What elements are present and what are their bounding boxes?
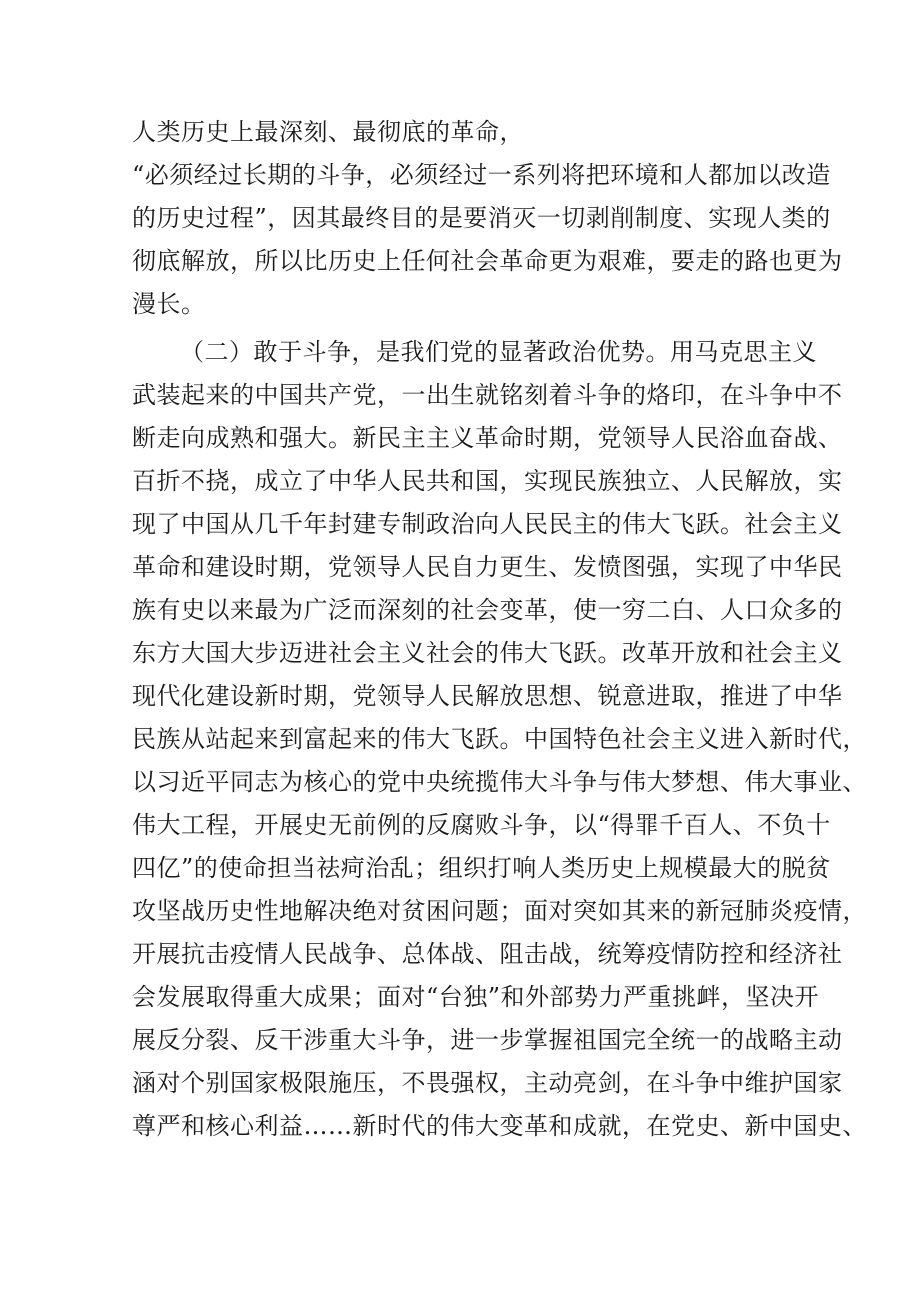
text-line-4: 彻底解放，所以比历史上任何社会革命更为艰难，要走的路也更为 — [132, 247, 843, 275]
text-line-16: 以习近平同志为核心的党中央统揽伟大斗争与伟大梦想、伟大事业、 — [132, 768, 867, 796]
text-line-14: 现代化建设新时期，党领导人民解放思想、锐意进取，推进了中华 — [132, 682, 843, 710]
text-line-10: 现了中国从几千年封建专制政治向人民民主的伟大飞跃。社会主义 — [132, 510, 843, 538]
text-line-20: 开展抗击疫情人民战争、总体战、阻击战，统筹疫情防控和经济社 — [132, 940, 843, 968]
text-line-21: 会发展取得重大成果；面对“台独”和外部势力严重挑衅，坚决开 — [132, 983, 820, 1011]
text-line-17: 伟大工程，开展史无前例的反腐败斗争，以“得罪千百人、不负十 — [132, 811, 831, 839]
text-line-18: 四亿”的使命担当祛疴治乱；组织打响人类历史上规模最大的脱贫 — [132, 854, 831, 882]
text-line-12: 族有史以来最为广泛而深刻的社会变革，使一穷二白、人口众多的 — [132, 596, 843, 624]
text-line-7: 武装起来的中国共产党，一出生就铭刻着斗争的烙印，在斗争中不 — [132, 381, 843, 409]
text-line-8: 断走向成熟和强大。新民主主义革命时期，党领导人民浴血奋战、 — [132, 424, 843, 452]
text-line-15: 民族从站起来到富起来的伟大飞跃。中国特色社会主义进入新时代， — [132, 725, 867, 753]
text-line-22: 展反分裂、反干涉重大斗争，进一步掌握祖国完全统一的战略主动 — [132, 1026, 843, 1054]
text-line-5: 漫长。 — [132, 290, 206, 318]
text-line-13: 东方大国大步迈进社会主义社会的伟大飞跃。改革开放和社会主义 — [132, 639, 843, 667]
text-line-24: 尊严和核心利益……新时代的伟大变革和成就，在党史、新中国史、 — [132, 1112, 867, 1140]
text-line-19: 攻坚战历史性地解决绝对贫困问题；面对突如其来的新冠肺炎疫情， — [132, 897, 867, 925]
text-line-11: 革命和建设时期，党领导人民自力更生、发愤图强，实现了中华民 — [132, 553, 843, 581]
text-line-23: 涵对个别国家极限施压，不畏强权，主动亮剑，在斗争中维护国家 — [132, 1069, 843, 1097]
text-line-3: 的历史过程”，因其最终目的是要消灭一切剥削制度、实现人类的 — [132, 204, 831, 232]
text-line-9: 百折不挠，成立了中华人民共和国，实现民族独立、人民解放，实 — [132, 467, 843, 495]
text-line-2: “必须经过长期的斗争，必须经过一系列将把环境和人都加以改造 — [132, 161, 831, 189]
text-line-1: 人类历史上最深刻、最彻底的革命， — [132, 118, 524, 146]
section-heading-line: （二）敢于斗争，是我们党的显著政治优势。用马克思主义 — [180, 338, 817, 366]
